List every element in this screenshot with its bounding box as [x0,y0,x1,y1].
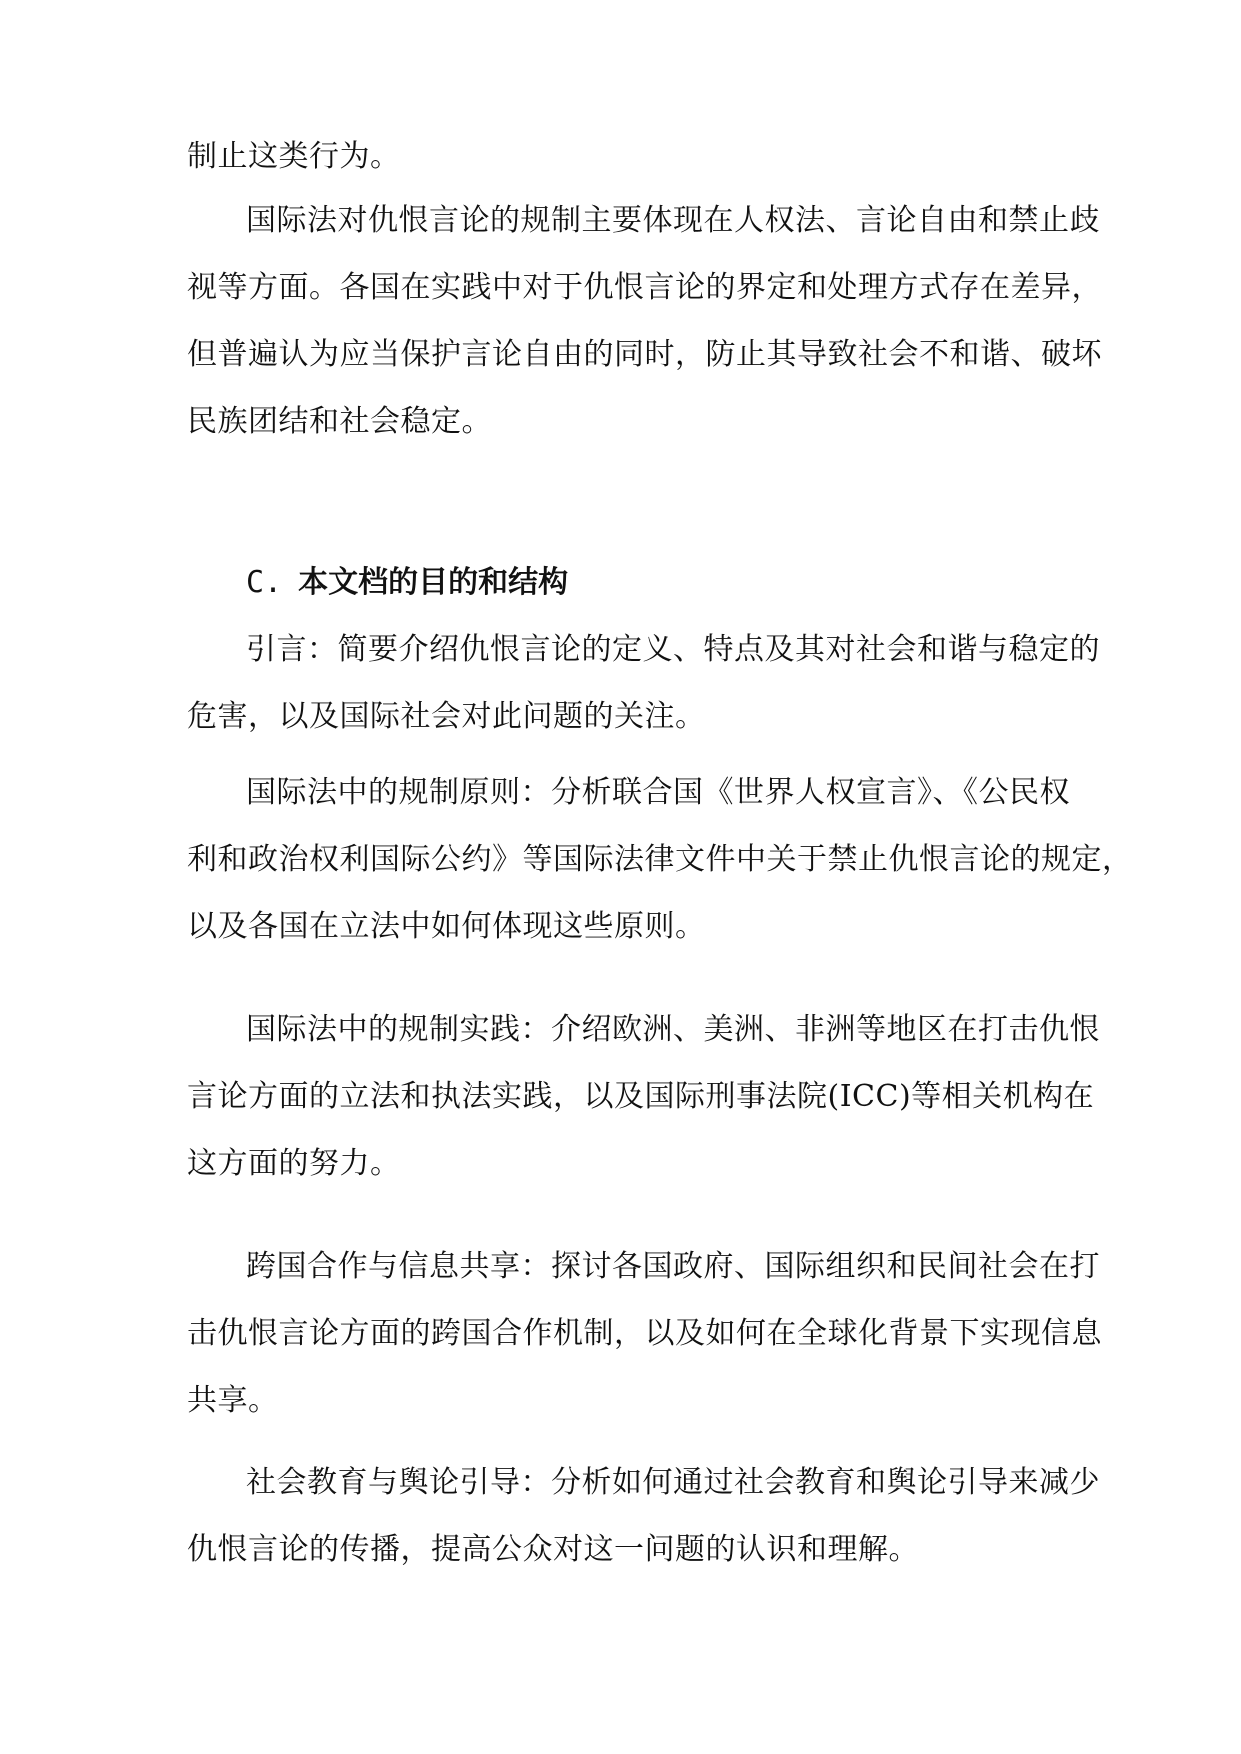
section-title: 本文档的目的和结构 [298,565,569,600]
paragraph1-line: 国际法对仇恨言论的规制主要体现在人权法、言论自由和禁止歧 [246,203,1100,238]
cooperation-line: 跨国合作与信息共享：探讨各国政府、国际组织和民间社会在打 [246,1249,1100,1284]
paragraph1-line: 视等方面。各国在实践中对于仇恨言论的界定和处理方式存在差异， [187,270,1102,305]
practice-line: 言论方面的立法和执法实践，以及国际刑事法院(ICC)等相关机构在 [187,1079,1095,1114]
continuation-line: 制止这类行为。 [187,139,401,174]
principles-line: 利和政治权利国际公约》等国际法律文件中关于禁止仇恨言论的规定， [187,842,1133,877]
education-line: 仇恨言论的传播，提高公众对这一问题的认识和理解。 [187,1532,919,1567]
paragraph1-line: 但普遍认为应当保护言论自由的同时，防止其导致社会不和谐、破坏 [187,337,1102,372]
cooperation-line: 击仇恨言论方面的跨国合作机制，以及如何在全球化背景下实现信息 [187,1316,1102,1351]
principles-line: 国际法中的规制原则：分析联合国《世界人权宣言》、《公民权 [246,775,1070,810]
cooperation-line: 共享。 [187,1383,279,1418]
section-marker: C. [246,565,283,600]
intro-line: 引言：简要介绍仇恨言论的定义、特点及其对社会和谐与稳定的 [246,632,1100,667]
practice-line: 国际法中的规制实践：介绍欧洲、美洲、非洲等地区在打击仇恨 [246,1012,1100,1047]
section-heading [246,563,568,603]
paragraph1-line: 民族团结和社会稳定。 [187,404,492,439]
principles-line: 以及各国在立法中如何体现这些原则。 [187,909,706,944]
education-line: 社会教育与舆论引导：分析如何通过社会教育和舆论引导来减少 [246,1465,1100,1500]
practice-line: 这方面的努力。 [187,1146,401,1181]
intro-line: 危害，以及国际社会对此问题的关注。 [187,699,706,734]
